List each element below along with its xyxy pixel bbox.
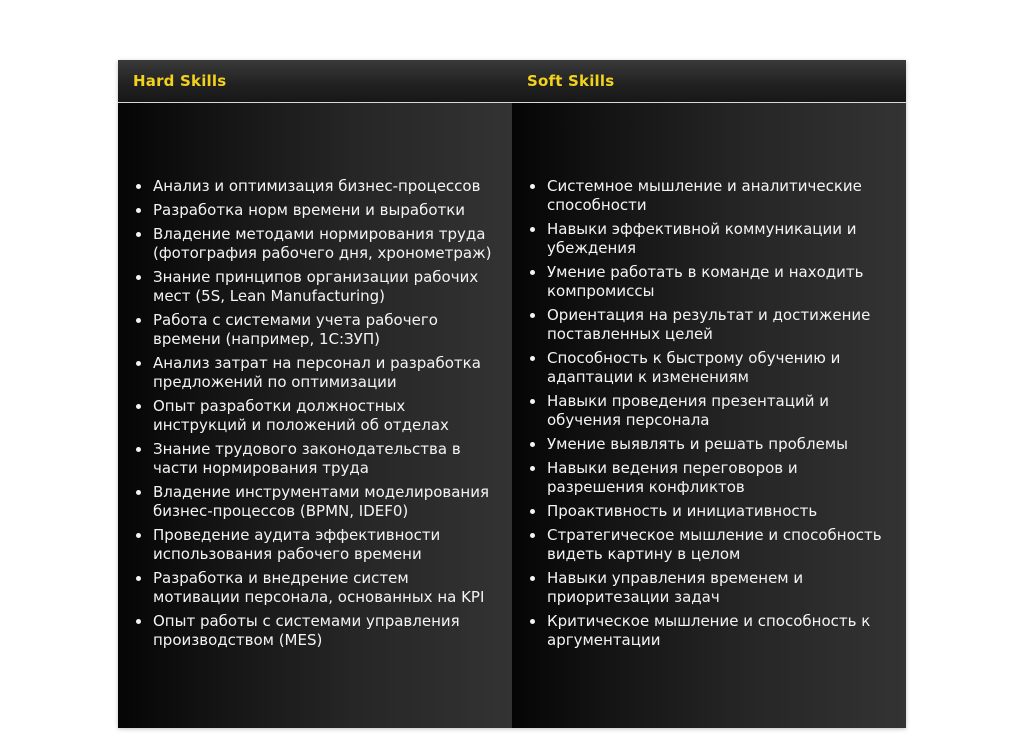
soft-skill-item: Навыки эффективной коммуникации и убеждения xyxy=(547,220,888,258)
header-hard-skills: Hard Skills xyxy=(133,72,227,90)
soft-skill-item: Ориентация на результат и достижение поставленных целей xyxy=(547,306,888,344)
soft-skill-item: Умение работать в команде и находить компромиссы xyxy=(547,263,888,301)
skills-table xyxy=(118,60,906,728)
soft-skill-item: Системное мышление и аналитические способности xyxy=(547,177,888,215)
hard-skills-cell xyxy=(118,103,512,728)
table-header-row xyxy=(118,60,906,103)
soft-skill-item: Способность к быстрому обучению и адаптации к изменениям xyxy=(547,349,888,387)
hard-skill-item: Разработка и внедрение систем мотивации персонала, основанных на KPI xyxy=(153,569,494,607)
hard-skill-item: Знание принципов организации рабочих мест (5S, Lean Manufacturing) xyxy=(153,268,494,306)
header-soft-skills: Soft Skills xyxy=(527,72,615,90)
hard-skill-item: Анализ затрат на персонал и разработка предложений по оптимизации xyxy=(153,354,494,392)
soft-skills-cell xyxy=(512,103,906,728)
hard-skill-item: Знание трудового законодательства в части нормирования труда xyxy=(153,440,494,478)
hard-skill-item: Владение инструментами моделирования бизнес-процессов (BPMN, IDEF0) xyxy=(153,483,494,521)
hard-skill-item: Опыт работы с системами управления производством (MES) xyxy=(153,612,494,650)
hard-skill-item: Владение методами нормирования труда (фотография рабочего дня, хронометраж) xyxy=(153,225,494,263)
hard-skill-item: Проведение аудита эффективности использования рабочего времени xyxy=(153,526,494,564)
hard-skills-list xyxy=(118,177,512,655)
soft-skill-item: Проактивность и инициативность xyxy=(547,502,888,521)
soft-skill-item: Стратегическое мышление и способность видеть картину в целом xyxy=(547,526,888,564)
hard-skill-item: Работа с системами учета рабочего времени (например, 1С:ЗУП) xyxy=(153,311,494,349)
soft-skill-item: Умение выявлять и решать проблемы xyxy=(547,435,888,454)
soft-skill-item: Навыки ведения переговоров и разрешения конфликтов xyxy=(547,459,888,497)
table-body-row xyxy=(118,103,906,728)
hard-skill-item: Разработка норм времени и выработки xyxy=(153,201,494,220)
soft-skill-item: Навыки проведения презентаций и обучения персонала xyxy=(547,392,888,430)
soft-skills-list xyxy=(512,177,906,655)
hard-skill-item: Опыт разработки должностных инструкций и положений об отделах xyxy=(153,397,494,435)
hard-skill-item: Анализ и оптимизация бизнес-процессов xyxy=(153,177,494,196)
soft-skill-item: Критическое мышление и способность к аргументации xyxy=(547,612,888,650)
soft-skill-item: Навыки управления временем и приоритезации задач xyxy=(547,569,888,607)
